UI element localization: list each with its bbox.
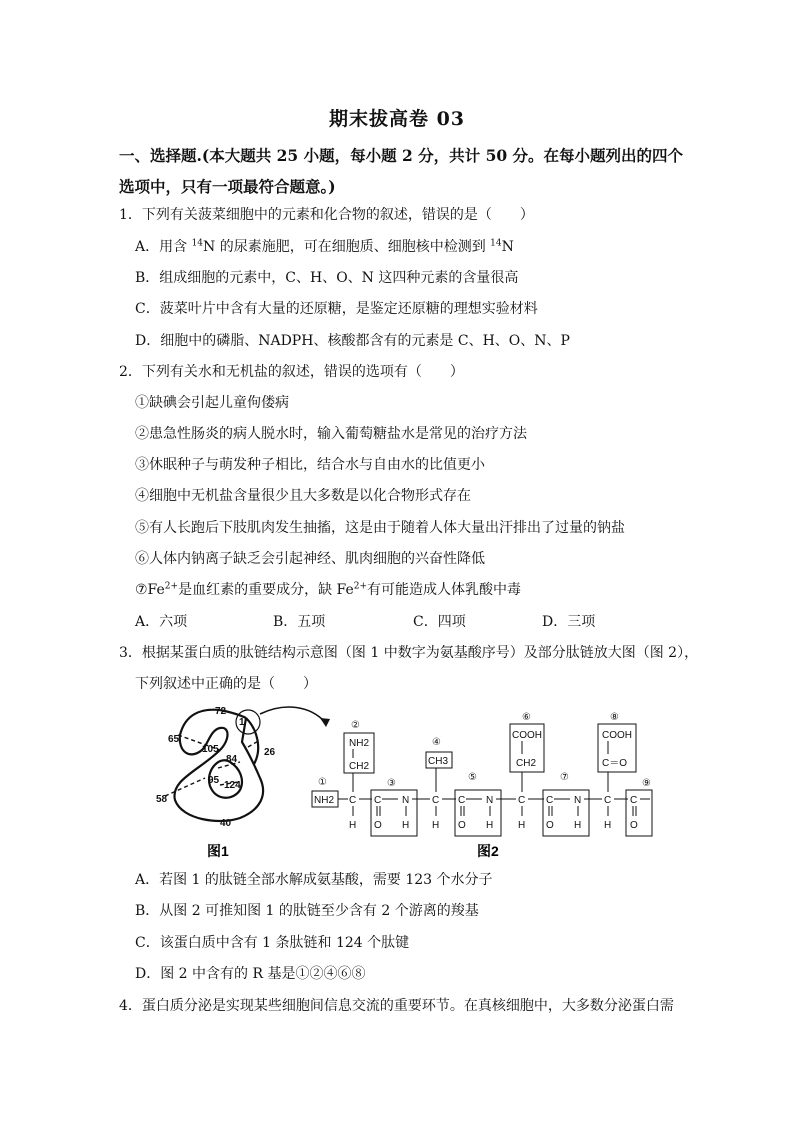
atom-nh2: NH2: [314, 795, 335, 806]
circled-9: ⑨: [642, 778, 651, 789]
atom-h-6: H: [604, 820, 612, 831]
question-2-statement-5: ⑤有人长跑后下肢肌肉发生抽搐，这是由于随着人体大量出汗排出了过量的钠盐: [135, 520, 625, 536]
circled-7: ⑦: [560, 772, 569, 783]
atom-h-4: H: [518, 820, 526, 831]
fig1-peptide-chain: [174, 710, 263, 821]
atom-c-6: C: [604, 795, 612, 806]
atom-h-1: H: [402, 820, 410, 831]
fig1-label-72: 72: [215, 706, 227, 717]
circled-4: ④: [432, 737, 441, 748]
atom-c: C: [349, 795, 357, 806]
option-a-text-mid: N 的尿素施肥，可在细胞质、细胞核中检测到: [203, 239, 491, 255]
question-2-statement-7: [135, 580, 521, 600]
atom-o-2: O: [458, 820, 466, 831]
fig1-label-1: 1: [239, 717, 245, 728]
question-4-stem: 4．蛋白质分泌是实现某些细胞间信息交流的重要环节。在真核细胞中，大多数分泌蛋白需: [119, 998, 674, 1014]
atom-c-7: C: [630, 795, 638, 806]
fig1-label-26: 26: [264, 747, 276, 758]
atom-o-4: O: [630, 820, 638, 831]
question-3-option-d[interactable]: D．图 2 中含有的 R 基是①②④⑥⑧: [135, 966, 366, 982]
circled-2: ②: [351, 720, 360, 731]
arrowhead-icon: [320, 718, 330, 727]
atom-n-3: N: [574, 795, 582, 806]
question-1-option-b[interactable]: B．组成细胞的元素中，C、H、O、N 这四种元素的含量很高: [135, 270, 519, 286]
question-3-stem-line2: 下列叙述中正确的是（ ）: [135, 676, 317, 692]
question-2-statement-6: ⑥人体内钠离子缺乏会引起神经、肌肉细胞的兴奋性降低: [135, 551, 485, 567]
statement-7-text-end: 有可能造成人体乳酸中毒: [367, 582, 522, 598]
question-3-option-a[interactable]: A．若图 1 的肽链全部水解成氨基酸，需要 123 个水分子: [135, 872, 493, 888]
circled-5: ⑤: [468, 772, 477, 783]
atom-cooh-1: COOH: [512, 730, 542, 741]
atom-h: H: [349, 820, 357, 831]
atom-ch3: CH3: [428, 756, 449, 767]
atom-c-3: C: [458, 795, 466, 806]
atom-o-1: O: [374, 820, 382, 831]
peptide-figure: [150, 700, 670, 865]
question-2-stem: 2．下列有关水和无机盐的叙述，错误的选项有（ ）: [119, 364, 464, 380]
question-2-statement-2: ②患急性肠炎的病人脱水时，输入葡萄糖盐水是常见的治疗方法: [135, 426, 527, 442]
fig1-label-105: 105: [202, 744, 219, 755]
question-2-option-c[interactable]: C．四项: [413, 614, 466, 630]
atom-n-1: N: [402, 795, 410, 806]
question-3-option-c[interactable]: C．该蛋白质中含有 1 条肽链和 124 个肽键: [135, 935, 410, 951]
fig1-label-65: 65: [168, 734, 180, 745]
circled-3: ③: [387, 778, 396, 789]
fig2-caption: 图2: [477, 843, 499, 859]
fig1-label-40: 40: [220, 818, 232, 829]
fig1-label-95: 95: [208, 775, 220, 786]
question-1-stem: 1．下列有关菠菜细胞中的元素和化合物的叙述，错误的是（ ）: [119, 207, 534, 223]
atom-cooh-2: COOH: [602, 730, 632, 741]
atom-ch2-2: CH2: [516, 758, 537, 769]
question-2-statement-3: ③休眠种子与萌发种子相比，结合水与自由水的比值更小: [135, 457, 485, 473]
atom-nh2-r: NH2: [349, 738, 370, 749]
atom-n-2: N: [486, 795, 494, 806]
question-3-option-b[interactable]: B．从图 2 可推知图 1 的肽链至少含有 2 个游离的羧基: [135, 903, 479, 919]
ion-charge-superscript: 2+: [164, 581, 179, 592]
circled-8: ⑧: [610, 712, 619, 723]
question-2-statement-1: ①缺碘会引起儿童佝偻病: [135, 395, 289, 411]
atom-h-3: H: [486, 820, 494, 831]
fig1-label-124: 124: [224, 780, 241, 791]
question-1-option-a[interactable]: [135, 237, 514, 257]
atom-co-1: C＝O: [602, 758, 627, 769]
statement-7-text: ⑦Fe: [135, 582, 165, 598]
question-1-option-d[interactable]: D．细胞中的磷脂、NADPH、核酸都含有的元素是 C、H、O、N、P: [135, 333, 570, 349]
isotope-superscript: 14: [191, 238, 204, 249]
page-title: 期末拔高卷 03: [328, 108, 466, 130]
question-1-option-c[interactable]: C．菠菜叶片中含有大量的还原糖，是鉴定还原糖的理想实验材料: [135, 301, 538, 317]
atom-h-2: H: [432, 820, 440, 831]
isotope-superscript: 14: [490, 238, 502, 249]
atom-o-3: O: [546, 820, 554, 831]
statement-7-text-mid: 是血红素的重要成分，缺 Fe: [178, 582, 354, 598]
atom-c-4: C: [518, 795, 526, 806]
circled-6: ⑥: [522, 712, 531, 723]
atom-c-2: C: [432, 795, 440, 806]
fig1-label-58: 58: [156, 794, 168, 805]
atom-c-1: C: [374, 795, 382, 806]
section-heading-line2: 选项中，只有一项最符合题意。): [119, 177, 336, 196]
question-2-option-a[interactable]: A．六项: [135, 614, 188, 630]
question-2-statement-4: ④细胞中无机盐含量很少且大多数是以化合物形式存在: [135, 488, 471, 504]
question-2-option-d[interactable]: D．三项: [542, 614, 596, 630]
atom-h-5: H: [574, 820, 582, 831]
fig1-caption: 图1: [207, 843, 229, 859]
fig1-label-84: 84: [226, 754, 238, 765]
question-3-stem-line1: 3．根据某蛋白质的肽链结构示意图（图 1 中数字为氨基酸序号）及部分肽链放大图（图 2），: [119, 645, 699, 661]
circled-1: ①: [318, 777, 327, 788]
atom-c-5: C: [546, 795, 554, 806]
option-a-text-end: N: [501, 239, 514, 255]
ion-charge-superscript: 2+: [353, 581, 368, 592]
question-2-options: [135, 612, 695, 632]
atom-ch2: CH2: [349, 761, 370, 772]
section-heading-line1: 一、选择题.(本大题共 25 小题，每小题 2 分，共计 50 分。在每小题列出的四个: [119, 146, 684, 165]
question-2-option-b[interactable]: B．五项: [273, 614, 326, 630]
option-a-text: A．用含: [135, 239, 192, 255]
magnify-arrow: [260, 707, 325, 722]
